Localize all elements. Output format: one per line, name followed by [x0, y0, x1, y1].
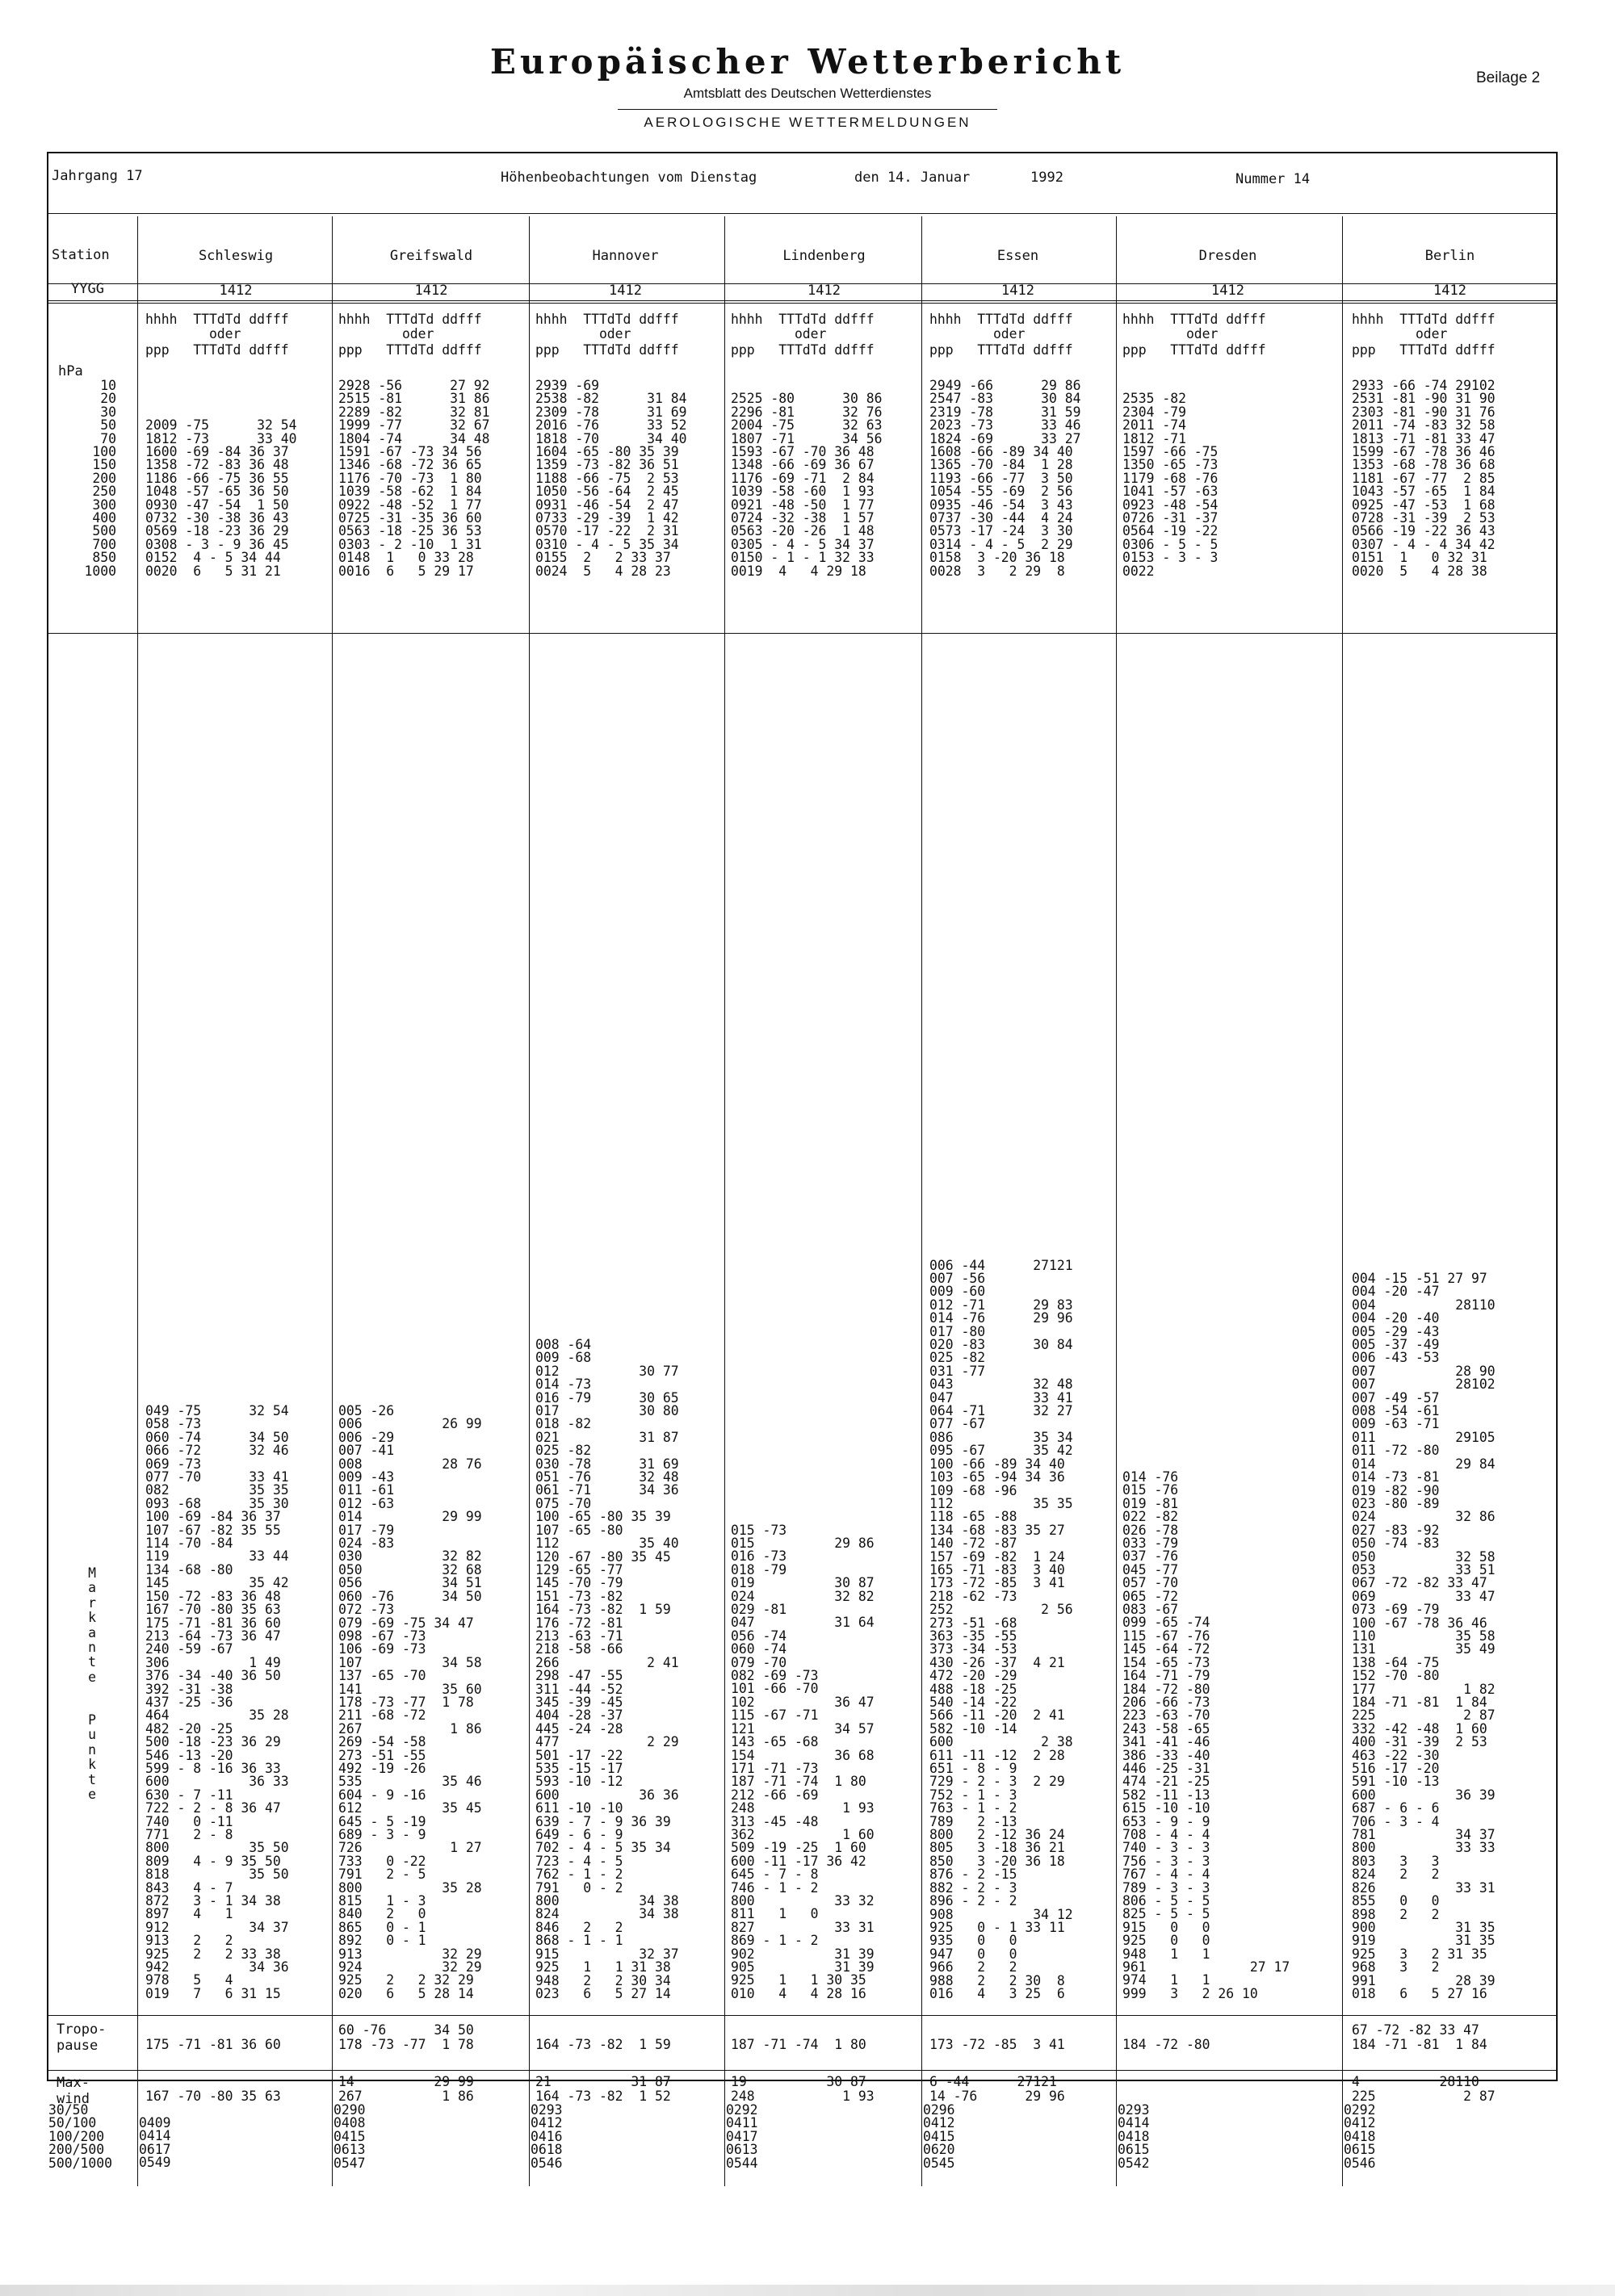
column-header: oder — [929, 326, 1026, 341]
station-yygg: 1412 — [609, 283, 642, 299]
station-name: Schleswig — [198, 248, 274, 264]
observation-title: Höhenbeobachtungen vom Dienstag — [501, 170, 757, 186]
layer-thickness-data: 0292 0411 0417 0613 0544 — [726, 2102, 758, 2171]
column-divider — [529, 216, 530, 2186]
column-header: oder — [145, 326, 241, 341]
maxwind-divider — [47, 2070, 1558, 2071]
markante-letter: a — [88, 1580, 96, 1596]
significant-level-data: 015 -73 015 29 86 016 -73 018 -79 019 30 87 024 32 82 029 -81 047 31 64 056 -74 060 -74 079 -70 082 -69 -73 101 -66 -70 102 36 47 115 -67 -71 121 34 57 143 -65 -68 154 36 68 171 -71 -73 187 -71 -74 1 80 212 -66 -69 248 1 93 313 -45 -48 362 1 60 509 -19 -25 1 60 600 -11 -17 36 42 645 - 7 - 8 746 - 1 - 2 800 33 32 811 1 0 827 33 31 869 - 1 - 2 902 31 39 905 31 39 925 1 1 30 35 010 4 4 28 16 — [731, 1522, 875, 2001]
station-yygg-divider — [47, 300, 1558, 301]
significant-level-data: 008 -64 009 -68 012 30 77 014 -73 016 -79 30 65 017 30 80 018 -82 021 31 87 025 -82 030 -78 31 69 051 -76 32 48 061 -71 34 36 075 -70 100 -65 -80 35 39 107 -65 -80 112 35 40 120 -67 -80 35 45 129 -65 -77 145 -70 -79 151 -73 -82 164 -73 -82 1 59 176 -72 -81 213 -63 -71 218 -58 -66 266 2 41 298 -47 -55 311 -44 -52 345 -39 -45 404 -28 -37 445 -24 -28 477 2 29 501 -17 -22 535 -15 -17 593 -10 -12 600 36 36 611 -10 -10 639 - 7 - 9 36 39 649 - 6 - 9 702 - 4 - 5 35 34 723 - 4 - 5 762 - 1 - 2 791 0 - 2 800 34 38 824 34 38 846 2 2 868 - 1 - 1 915 32 37 925 1 1 31 38 948 2 2 30 34 023 6 5 27 14 — [535, 1337, 679, 2001]
station-name: Greifswald — [389, 248, 473, 264]
significant-level-data: 005 -26 006 26 99 006 -29 007 -41 008 28 76 009 -43 011 -61 012 -63 014 29 99 017 -79 024 -83 030 32 82 050 32 68 056 34 51 060 -76 34 50 072 -73 079 -69 -75 34 47 098 -67 -73 106 -69 -73 107 34 58 137 -65 -70 141 35 60 178 -73 -77 1 78 211 -68 -72 267 1 86 269 -54 -58 273 -51 -55 492 -19 -26 535 35 46 604 - 9 -16 612 35 45 645 - 5 -19 689 - 3 - 9 726 1 27 733 0 -22 791 2 - 5 800 35 28 815 1 - 3 840 2 0 865 0 - 1 892 0 - 1 913 32 29 924 32 29 925 2 2 32 29 020 6 5 28 14 — [338, 1403, 482, 2001]
station-yygg: 1412 — [1433, 283, 1466, 299]
issue-number: Nummer 14 — [1235, 171, 1311, 187]
column-header: oder — [338, 326, 434, 341]
maxwind-data: 167 -70 -80 35 63 — [145, 2089, 281, 2104]
column-divider — [332, 216, 333, 2186]
layer-thickness-data: 0409 0414 0617 0549 — [139, 2115, 171, 2171]
column-header: oder — [1352, 326, 1448, 341]
scan-edge — [0, 2285, 1615, 2296]
column-header: ppp TTTdTd ddfff — [535, 342, 679, 358]
standard-level-data: 2939 -69 2538 -82 31 84 2309 -78 31 69 2016 -76 33 52 1818 -70 34 40 1604 -65 -80 35 39 1359 -73 -82 36 51 1188 -66 -75 2 53 1050 -56 -64 2 45 0931 -46 -54 2 47 0733 -29 -39 1 42 0570 -17 -22 2 31 0310 - 4 - 5 35 34 0155 2 2 33 37 0024 5 4 28 23 — [535, 378, 687, 579]
maxwind-data: 21 31 87 164 -73 -82 1 52 — [535, 2074, 671, 2104]
column-header: hhhh TTTdTd ddfff — [929, 312, 1073, 327]
column-header: hhhh TTTdTd ddfff — [1122, 312, 1266, 327]
layer-thickness-data: 0290 0408 0415 0613 0547 — [333, 2102, 366, 2171]
column-header: oder — [731, 326, 827, 341]
column-header: hhhh TTTdTd ddfff — [145, 312, 289, 327]
column-header: ppp TTTdTd ddfff — [929, 342, 1073, 358]
page-title: Europäischer Wetterbericht — [489, 42, 1126, 82]
significant-level-data: 014 -76 015 -76 019 -81 022 -82 026 -78 033 -79 037 -76 045 -77 057 -70 065 -72 083 -67 099 -65 -74 115 -67 -76 145 -64 -72 154 -65 -73 164 -71 -79 184 -72 -80 206 -66 -73 223 -63 -70 243 -58 -65 341 -41 -46 386 -33 -40 446 -25 -31 474 -21 -25 582 -11 -13 615 -10 -10 653 - 9 - 9 708 - 4 - 4 740 - 3 - 3 756 - 3 - 3 767 - 4 - 4 789 - 3 - 3 806 - 5 - 5 825 - 5 - 5 915 0 0 925 0 0 948 1 1 961 27 17 974 1 1 999 3 2 26 10 — [1122, 1469, 1290, 2001]
column-header: ppp TTTdTd ddfff — [145, 342, 289, 358]
standard-level-data: 2525 -80 30 86 2296 -81 32 76 2004 -75 32 63 1807 -71 34 56 1593 -67 -70 36 48 1348 -66 -69 36 67 1176 -69 -71 2 84 1039 -58 -60 1 93 0921 -48 -50 1 77 0724 -32 -38 1 57 0563 -20 -26 1 48 0305 - 4 - 5 34 37 0150 - 1 - 1 32 33 0019 4 4 29 18 — [731, 391, 883, 579]
column-divider — [1342, 216, 1343, 2186]
tropopause-data: 164 -73 -82 1 59 — [535, 2037, 671, 2052]
punkte-letter: t — [88, 1771, 96, 1787]
tropopause-label: Tropo- pause — [57, 2022, 107, 2054]
tropopause-data: 173 -72 -85 3 41 — [929, 2037, 1065, 2052]
punkte-letter: n — [88, 1741, 96, 1758]
station-name: Berlin — [1424, 248, 1475, 264]
std-level-divider — [47, 633, 1558, 634]
standard-level-data: 2949 -66 29 86 2547 -83 30 84 2319 -78 31 59 2023 -73 33 46 1824 -69 33 27 1608 -66 -89 34 40 1365 -70 -84 1 28 1193 -66 -77 3 50 1054 -55 -69 2 56 0935 -46 -54 3 43 0737 -30 -44 4 24 0573 -17 -24 3 30 0314 - 4 - 5 2 29 0158 3 -20 36 18 0028 3 2 29 8 — [929, 378, 1081, 579]
column-divider — [1116, 216, 1117, 2186]
station-label: Station — [52, 247, 110, 263]
station-yygg: 1412 — [414, 283, 448, 299]
station-yygg: 1412 — [219, 283, 253, 299]
markante-letter: n — [88, 1640, 96, 1655]
punkte-letter: e — [88, 1787, 96, 1802]
markante-letter: e — [88, 1669, 96, 1685]
tropopause-data: 187 -71 -74 1 80 — [731, 2037, 866, 2052]
column-header: ppp TTTdTd ddfff — [1352, 342, 1495, 358]
station-name: Essen — [996, 248, 1039, 264]
data-top-divider — [47, 303, 1558, 304]
station-yygg: 1412 — [808, 283, 841, 299]
tropo-divider — [47, 2015, 1558, 2016]
station-name: Lindenberg — [782, 248, 866, 264]
column-header: hhhh TTTdTd ddfff — [731, 312, 875, 327]
column-header: oder — [1122, 326, 1219, 341]
standard-level-data: 2933 -66 -74 29102 2531 -81 -90 31 90 2303 -81 -90 31 76 2011 -74 -83 32 58 1813 -71 -81 33 47 1599 -67 -78 36 46 1353 -68 -78 36 68 1181 -67 -77 2 85 1043 -57 -65 1 84 0925 -47 -53 1 68 0728 -31 -39 2 53 0566 -19 -22 36 43 0307 - 4 - 4 34 42 0151 1 0 32 31 0020 5 4 28 38 — [1352, 378, 1495, 579]
pressure-levels: 10 20 30 50 70 100 150 200 250 300 400 500 700 850 1000 — [84, 378, 116, 579]
standard-level-data: 2009 -75 32 54 1812 -73 33 40 1600 -69 -84 36 37 1358 -72 -83 36 48 1186 -66 -75 36 55 1048 -57 -65 36 50 0930 -47 -54 1 50 0732 -30 -38 36 43 0569 -18 -23 36 29 0308 - 3 - 9 36 45 0152 4 - 5 34 44 0020 6 5 31 21 — [145, 417, 297, 579]
maxwind-data: 14 29 99 267 1 86 — [338, 2074, 474, 2104]
page-subtitle: Amtsblatt des Deutschen Wetterdienstes — [683, 86, 932, 101]
jahrgang: Jahrgang 17 — [52, 168, 143, 184]
significant-level-data: 049 -75 32 54 058 -73 060 -74 34 50 066 -72 32 46 069 -73 077 -70 33 41 082 35 35 093 -68 35 30 100 -69 -84 36 37 107 -67 -82 35 55 114 -70 -84 119 33 44 134 -68 -80 145 35 42 150 -72 -83 36 48 167 -70 -80 35 63 175 -71 -81 36 60 213 -64 -73 36 47 240 -59 -67 306 1 49 376 -34 -40 36 50 392 -31 -38 437 -25 -36 464 35 28 482 -20 -25 500 -18 -23 36 29 546 -13 -20 599 - 8 -16 36 33 600 36 33 630 - 7 -11 722 - 2 - 8 36 47 740 0 -11 771 2 - 8 800 35 50 809 4 - 9 35 50 818 35 50 843 4 - 7 872 3 - 1 34 38 897 4 1 912 34 37 913 2 2 925 2 2 33 38 942 34 36 978 5 4 019 7 6 31 15 — [145, 1403, 289, 2001]
punkte-letter: k — [88, 1757, 96, 1773]
punkte-letter: P — [88, 1712, 96, 1728]
maxwind-label: Max- wind — [57, 2075, 90, 2107]
markante-letter: k — [88, 1610, 96, 1626]
significant-level-data: 006 -44 27121 007 -56 009 -60 012 -71 29 83 014 -76 29 96 017 -80 020 -83 30 84 025 -82 031 -77 043 32 48 047 33 41 064 -71 32 27 077 -67 086 35 34 095 -67 35 42 100 -66 -89 34 40 103 -65 -94 34 36 109 -68 -96 112 35 35 118 -65 -88 134 -68 -83 35 27 140 -72 -87 157 -69 -82 1 24 165 -71 -83 3 40 173 -72 -85 3 41 218 -62 -73 252 2 56 273 -51 -68 363 -35 -55 373 -34 -53 430 -26 -37 4 21 472 -20 -29 488 -18 -25 540 -14 -22 566 -11 -20 2 41 582 -10 -14 600 2 38 611 -11 -12 2 28 651 - 8 - 9 729 - 2 - 3 2 29 752 - 1 - 3 763 - 1 - 2 789 2 -13 800 2 -12 36 24 805 3 -18 36 21 850 3 -20 36 18 876 - 2 -15 882 - 2 - 3 896 - 2 - 2 908 34 12 925 0 - 1 33 11 935 0 0 947 0 0 966 2 2 988 2 2 30 8 016 4 3 25 6 — [929, 1257, 1073, 2001]
column-header: ppp TTTdTd ddfff — [731, 342, 875, 358]
column-header: oder — [535, 326, 631, 341]
observation-year: 1992 — [1030, 170, 1063, 186]
column-header: ppp TTTdTd ddfff — [1122, 342, 1266, 358]
markante-letter: a — [88, 1624, 96, 1640]
markante-letter: M — [88, 1565, 96, 1581]
layer-thickness-data: 0296 0412 0415 0620 0545 — [923, 2102, 955, 2171]
station-yygg: 1412 — [1211, 283, 1244, 299]
station-name: Hannover — [592, 248, 659, 264]
header-divider — [47, 213, 1558, 214]
column-divider — [921, 216, 922, 2186]
supplement-label: Beilage 2 — [1476, 69, 1541, 86]
tropopause-data: 60 -76 34 50 178 -73 -77 1 78 — [338, 2022, 474, 2052]
station-name: Dresden — [1198, 248, 1257, 264]
observation-date: den 14. Januar — [854, 170, 971, 186]
hpa-label: hPa — [58, 363, 83, 379]
maxwind-data: 4 28110 225 2 87 — [1352, 2074, 1495, 2104]
standard-level-data: 2928 -56 27 92 2515 -81 31 86 2289 -82 32 81 1999 -77 32 67 1804 -74 34 48 1591 -67 -73 34 56 1346 -68 -72 36 65 1176 -70 -73 1 80 1039 -58 -62 1 84 0922 -48 -52 1 77 0725 -31 -35 36 60 0563 -18 -25 36 53 0303 - 2 -10 1 31 0148 1 0 33 28 0016 6 5 29 17 — [338, 378, 490, 579]
markante-letter: r — [88, 1594, 96, 1611]
tropopause-data: 175 -71 -81 36 60 — [145, 2037, 281, 2052]
maxwind-data: 19 30 87 248 1 93 — [731, 2074, 875, 2104]
column-header: hhhh TTTdTd ddfff — [535, 312, 679, 327]
significant-level-data: 004 -15 -51 27 97 004 -20 -47 004 28110 004 -20 -40 005 -29 -43 005 -37 -49 006 -43 -53 007 28 90 007 28102 007 -49 -57 008 -54 -61 009 -63 -71 011 29105 011 -72 -80 014 29 84 014 -73 -81 019 -82 -90 023 -80 -89 024 32 86 027 -83 -92 050 -74 -83 050 32 58 053 33 51 067 -72 -82 33 47 069 33 47 073 -69 -79 100 -67 -78 36 46 110 35 58 131 35 49 138 -64 -75 152 -70 -80 177 1 82 184 -71 -81 1 84 225 2 87 332 -42 -48 1 60 400 -31 -39 2 53 463 -22 -30 516 -17 -20 591 -10 -13 600 36 39 687 - 6 - 6 706 - 3 - 4 781 34 37 800 33 33 803 3 3 824 2 2 826 33 31 855 0 0 898 2 2 900 31 35 919 31 35 925 3 2 31 35 968 3 2 991 28 39 018 6 5 27 16 — [1352, 1271, 1495, 2001]
column-header: hhhh TTTdTd ddfff — [338, 312, 482, 327]
standard-level-data: 2535 -82 2304 -79 2011 -74 1812 -71 1597 -66 -75 1350 -65 -73 1179 -68 -76 1041 -57 -63 0923 -48 -54 0726 -31 -37 0564 -19 -22 0306 - 5 - 5 0153 - 3 - 3 0022 — [1122, 391, 1219, 579]
maxwind-data: 6 -44 27121 14 -76 29 96 — [929, 2074, 1065, 2104]
column-divider — [724, 216, 725, 2186]
tropopause-data: 67 -72 -82 33 47 184 -71 -81 1 84 — [1352, 2022, 1487, 2052]
markante-letter: t — [88, 1654, 96, 1670]
section-heading: AEROLOGISCHE WETTERMELDUNGEN — [644, 115, 971, 130]
yygg-label: YYGG — [71, 281, 104, 297]
column-header: hhhh TTTdTd ddfff — [1352, 312, 1495, 327]
punkte-letter: u — [88, 1727, 96, 1743]
layer-thickness-data: 0293 0412 0416 0618 0546 — [531, 2102, 563, 2171]
layer-thickness-data: 0292 0412 0418 0615 0546 — [1344, 2102, 1376, 2171]
layer-labels: 30/50 50/100 100/200 200/500 500/1000 — [48, 2102, 112, 2171]
station-yygg: 1412 — [1001, 283, 1034, 299]
column-header: ppp TTTdTd ddfff — [338, 342, 482, 358]
tropopause-data: 184 -72 -80 — [1122, 2037, 1210, 2052]
column-divider — [137, 216, 138, 2186]
layer-thickness-data: 0293 0414 0418 0615 0542 — [1118, 2102, 1150, 2171]
